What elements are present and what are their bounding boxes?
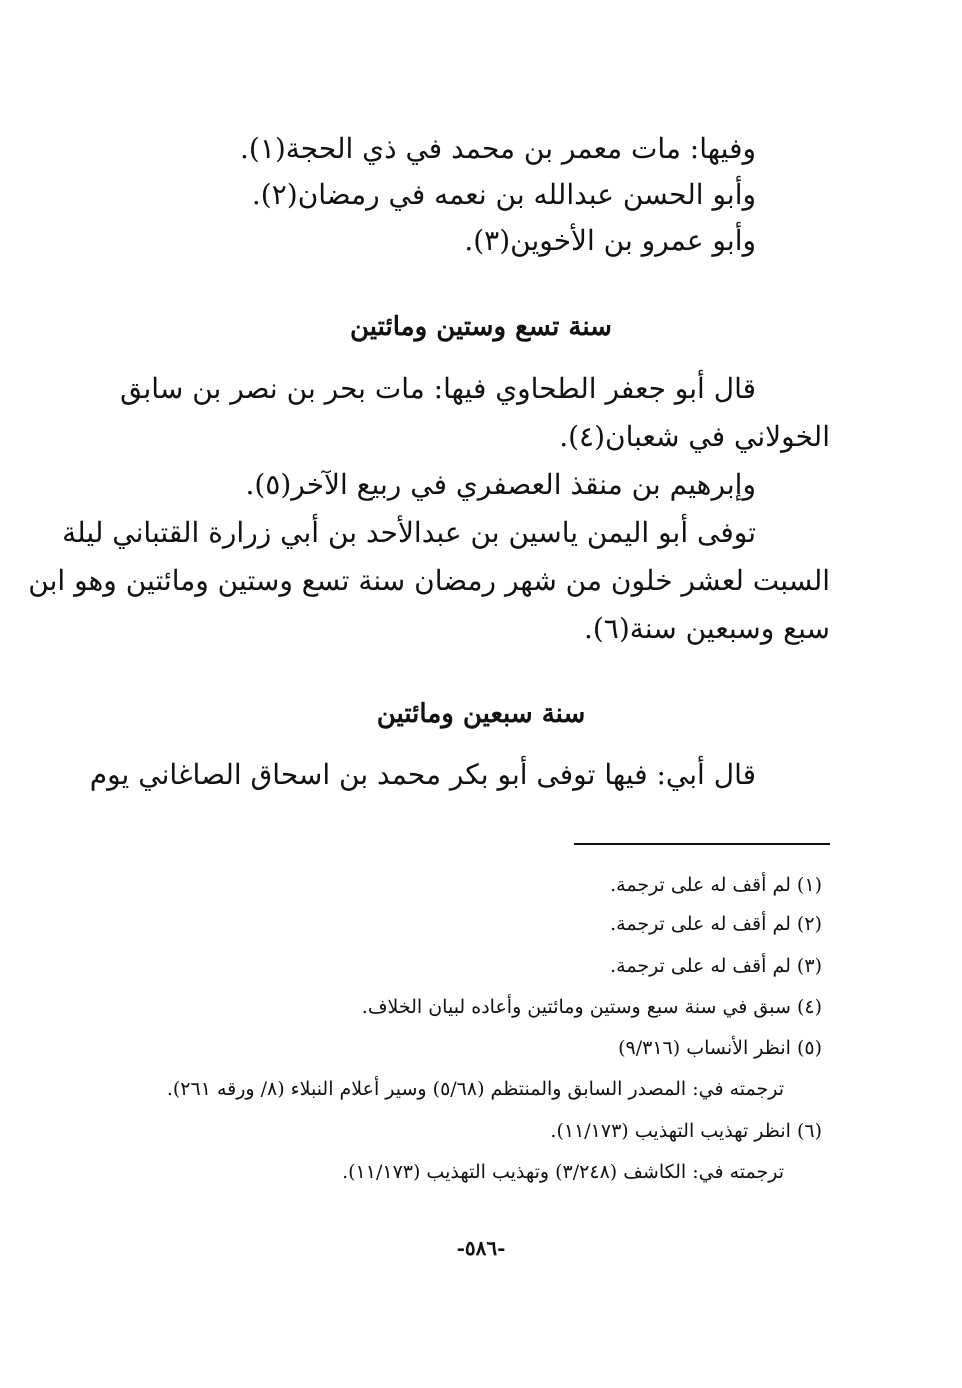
text-line: الخولاني في شعبان(٤). xyxy=(559,420,830,453)
section-heading: سنة تسع وستين ومائتين xyxy=(350,312,612,342)
footnote: (٦) انظر تهذيب التهذيب (١١/١٧٣). xyxy=(550,1120,822,1142)
footnote-continuation: ترجمته في: الكاشف (٣/٢٤٨) وتهذيب التهذيب (١١/١٧٣). xyxy=(342,1161,784,1183)
footnote-continuation: ترجمته في: المصدر السابق والمنتظم (٥/٦٨) وسير أعلام النبلاء (٨/ ورقه ٢٦١). xyxy=(166,1078,784,1100)
page-number: -٥٨٦- xyxy=(456,1236,506,1260)
text-line: وفيها: مات معمر بن محمد في ذي الحجة(١). xyxy=(239,132,756,165)
footnote: (٤) سبق في سنة سبع وستين ومائتين وأعاده لبيان الخلاف. xyxy=(361,996,822,1018)
text-line: توفى أبو اليمن ياسين بن عبدالأحد بن أبي زرارة القتباني ليلة xyxy=(62,516,756,549)
text-line: سبع وسبعين سنة(٦). xyxy=(583,612,830,645)
footnote: (١) لم أقف له على ترجمة. xyxy=(610,874,822,896)
footnote: (٥) انظر الأنساب (٩/٣١٦) xyxy=(618,1037,822,1059)
text-line: وأبو عمرو بن الأخوين(٣). xyxy=(464,224,756,257)
text-line: وأبو الحسن عبدالله بن نعمه في رمضان(٢). xyxy=(251,178,756,211)
footnote-divider xyxy=(574,843,830,845)
footnote: (٢) لم أقف له على ترجمة. xyxy=(610,913,822,935)
footnote: (٣) لم أقف له على ترجمة. xyxy=(610,955,822,977)
text-line: السبت لعشر خلون من شهر رمضان سنة تسع وستين ومائتين وهو ابن xyxy=(28,564,830,597)
section-heading: سنة سبعين ومائتين xyxy=(376,699,586,729)
text-line: وإبرهيم بن منقذ العصفري في ربيع الآخر(٥). xyxy=(245,468,756,501)
text-line: قال أبي: فيها توفى أبو بكر محمد بن اسحاق الصاغاني يوم xyxy=(89,758,756,791)
text-line: قال أبو جعفر الطحاوي فيها: مات بحر بن نصر بن سابق xyxy=(120,372,756,405)
